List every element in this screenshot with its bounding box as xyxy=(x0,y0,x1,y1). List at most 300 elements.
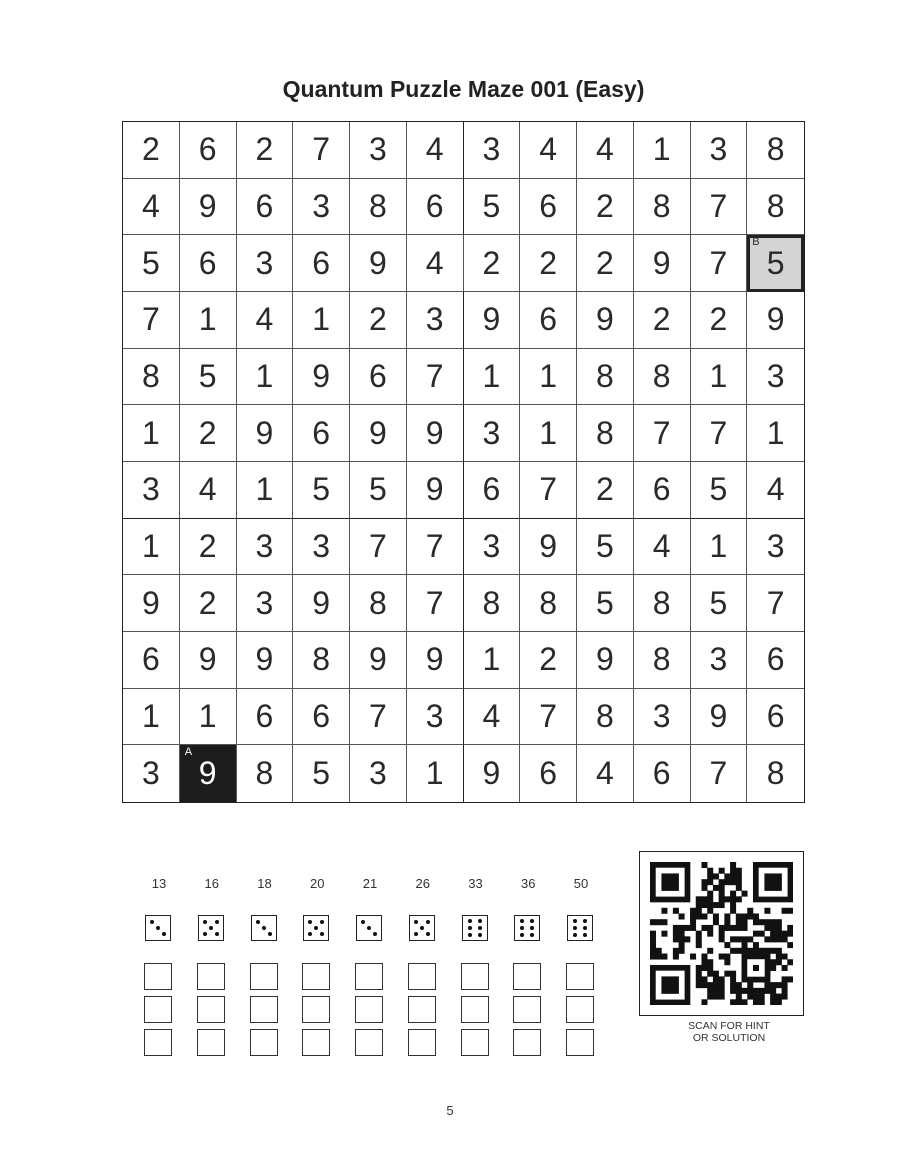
qr-module xyxy=(747,948,753,954)
grid-cell[interactable]: 5 xyxy=(691,575,748,632)
grid-cell[interactable]: 9 xyxy=(634,235,691,292)
qr-module xyxy=(736,873,742,879)
qr-module xyxy=(730,862,736,868)
grid-cell[interactable]: 4 xyxy=(747,462,804,519)
grid-cell[interactable]: 1 xyxy=(123,405,180,462)
qr-module xyxy=(679,942,685,948)
qr-module xyxy=(787,942,793,948)
die-pip xyxy=(468,926,472,930)
grid-cell[interactable]: 6 xyxy=(463,462,521,519)
grid-cell[interactable]: 6 xyxy=(237,179,294,236)
answer-box[interactable] xyxy=(566,963,594,990)
qr-module xyxy=(776,925,782,931)
answer-box[interactable] xyxy=(408,996,436,1023)
grid-cell[interactable]: 8 xyxy=(293,632,350,689)
qr-module xyxy=(787,976,793,982)
grid-cell[interactable]: 6 xyxy=(634,745,691,802)
grid-cell[interactable]: 8 xyxy=(577,405,634,462)
qr-module xyxy=(719,931,725,937)
grid-cell[interactable]: 9 xyxy=(293,575,350,632)
grid-cell[interactable]: 3 xyxy=(237,235,294,292)
grid-cell[interactable]: 1 xyxy=(691,349,748,406)
die-pip xyxy=(361,920,365,924)
qr-module xyxy=(787,925,793,931)
grid-cell[interactable]: 1 xyxy=(293,292,350,349)
grid-cell[interactable]: 9 xyxy=(237,632,294,689)
qr-module xyxy=(730,982,736,988)
qr-module xyxy=(770,965,776,971)
grid-cell[interactable]: 8 xyxy=(747,122,804,179)
qr-module xyxy=(770,999,776,1005)
grid-cell[interactable]: 2 xyxy=(577,462,634,519)
qr-module xyxy=(764,919,770,925)
qr-module xyxy=(747,988,753,994)
answer-box[interactable] xyxy=(144,1029,172,1056)
qr-module xyxy=(770,919,776,925)
grid-cell[interactable]: 6 xyxy=(293,235,350,292)
grid-cell[interactable]: 3 xyxy=(293,518,350,576)
answer-box[interactable] xyxy=(197,963,225,990)
qr-module xyxy=(724,919,730,925)
qr-caption xyxy=(639,1020,819,1044)
grid-cell[interactable]: 3 xyxy=(691,632,748,689)
grid-cell[interactable]: 6 xyxy=(520,292,577,349)
grid-cell[interactable]: 8 xyxy=(350,575,407,632)
qr-module xyxy=(736,896,742,902)
grid-cell[interactable]: 3 xyxy=(350,122,407,179)
qr-module xyxy=(759,994,765,1000)
qr-module xyxy=(730,925,736,931)
answer-box[interactable] xyxy=(408,963,436,990)
grid-cell[interactable]: 6 xyxy=(123,632,180,689)
answer-box[interactable] xyxy=(250,996,278,1023)
qr-module xyxy=(673,936,679,942)
grid-cell[interactable]: 2 xyxy=(520,235,577,292)
grid-cell[interactable]: 2 xyxy=(180,405,237,462)
answer-box[interactable] xyxy=(302,1029,330,1056)
answer-box[interactable] xyxy=(144,996,172,1023)
die-pip xyxy=(583,933,587,937)
grid-cell[interactable]: 1 xyxy=(463,349,521,406)
grid-cell[interactable]: 3 xyxy=(747,518,804,576)
qr-module xyxy=(724,873,730,879)
qr-module xyxy=(719,982,725,988)
grid-cell[interactable]: 6 xyxy=(180,122,237,179)
grid-cell[interactable]: 7 xyxy=(691,745,748,802)
finish-cell-label: B xyxy=(752,236,760,249)
grid-cell[interactable]: 2 xyxy=(577,179,634,236)
die-pip xyxy=(320,920,324,924)
qr-module xyxy=(650,936,656,942)
grid-cell[interactable]: 2 xyxy=(634,292,691,349)
grid-cell[interactable]: 2 xyxy=(180,518,237,576)
qr-module xyxy=(707,902,713,908)
die-face-5-icon xyxy=(409,915,435,941)
die-pip xyxy=(262,926,266,930)
grid-cell[interactable]: 9 xyxy=(577,292,634,349)
qr-module xyxy=(736,948,742,954)
qr-module xyxy=(661,919,667,925)
grid-cell[interactable]: 6 xyxy=(293,689,350,746)
qr-module xyxy=(724,942,730,948)
answer-box[interactable] xyxy=(250,963,278,990)
grid-cell[interactable]: 9 xyxy=(407,405,464,462)
grid-cell[interactable]: 5 xyxy=(350,462,407,519)
qr-module xyxy=(764,988,770,994)
die-face-5-icon xyxy=(198,915,224,941)
grid-cell[interactable]: 7 xyxy=(123,292,180,349)
grid-cell[interactable]: 8 xyxy=(520,575,577,632)
qr-module xyxy=(679,948,685,954)
grid-cell[interactable]: 7 xyxy=(520,689,577,746)
qr-module xyxy=(753,988,759,994)
qr-module xyxy=(719,925,725,931)
answer-box[interactable] xyxy=(566,1029,594,1056)
die-face-6-icon xyxy=(514,915,540,941)
grid-cell[interactable]: 3 xyxy=(463,518,521,576)
answer-box[interactable] xyxy=(355,1029,383,1056)
answer-box[interactable] xyxy=(197,996,225,1023)
grid-cell[interactable]: 5 xyxy=(123,235,180,292)
qr-module xyxy=(719,902,725,908)
qr-module xyxy=(730,868,736,874)
grid-cell[interactable]: 5 xyxy=(463,179,521,236)
qr-module xyxy=(730,902,736,908)
qr-module xyxy=(724,913,730,919)
qr-module xyxy=(764,925,770,931)
die-pip xyxy=(478,919,482,923)
grid-cell[interactable]: 3 xyxy=(237,575,294,632)
qr-module xyxy=(753,913,759,919)
answer-box[interactable] xyxy=(144,963,172,990)
target-total: 16 xyxy=(204,876,219,891)
qr-module xyxy=(782,954,788,960)
grid-cell[interactable]: 7 xyxy=(520,462,577,519)
qr-module xyxy=(650,948,656,954)
grid-cell[interactable]: 2 xyxy=(691,292,748,349)
qr-module xyxy=(770,936,776,942)
grid-cell[interactable]: 5 xyxy=(577,518,634,576)
grid-cell[interactable]: 9 xyxy=(350,235,407,292)
grid-cell[interactable]: 2 xyxy=(237,122,294,179)
answer-box[interactable] xyxy=(566,996,594,1023)
qr-module xyxy=(713,982,719,988)
grid-cell[interactable]: 8 xyxy=(123,349,180,406)
grid-cell[interactable]: 3 xyxy=(350,745,407,802)
grid-cell[interactable]: 7 xyxy=(350,518,407,576)
qr-module xyxy=(719,879,725,885)
qr-caption-line2: OR SOLUTION xyxy=(692,1032,766,1044)
grid-cell[interactable]: 9 xyxy=(407,462,464,519)
qr-module xyxy=(753,965,759,971)
qr-module xyxy=(713,971,719,977)
grid-cell[interactable]: 4 xyxy=(407,235,464,292)
grid-cell[interactable]: 7 xyxy=(407,349,464,406)
grid-cell[interactable]: 7 xyxy=(407,518,464,576)
grid-cell[interactable]: 7 xyxy=(691,235,748,292)
grid-cell[interactable]: 2 xyxy=(180,575,237,632)
qr-module xyxy=(782,988,788,994)
qr-module xyxy=(696,976,702,982)
grid-cell[interactable]: 4 xyxy=(577,745,634,802)
grid-cell[interactable]: 2 xyxy=(350,292,407,349)
qr-module xyxy=(782,982,788,988)
qr-module xyxy=(730,971,736,977)
grid-cell[interactable]: 3 xyxy=(407,689,464,746)
grid-cell[interactable]: 2 xyxy=(123,122,180,179)
grid-cell[interactable]: 5 xyxy=(577,575,634,632)
grid-cell[interactable]: 2 xyxy=(520,632,577,689)
die-pip xyxy=(373,932,377,936)
qr-module xyxy=(770,931,776,937)
grid-cell[interactable]: 8 xyxy=(350,179,407,236)
qr-module xyxy=(701,879,707,885)
qr-module xyxy=(742,948,748,954)
grid-cell[interactable]: 1 xyxy=(634,122,691,179)
grid-cell[interactable]: 8 xyxy=(634,179,691,236)
grid-cell[interactable]: 1 xyxy=(691,518,748,576)
grid-cell[interactable]: 8 xyxy=(634,349,691,406)
grid-cell[interactable]: 6 xyxy=(180,235,237,292)
grid-cell[interactable]: 6 xyxy=(520,179,577,236)
grid-cell[interactable]: 3 xyxy=(237,518,294,576)
grid-cell[interactable]: 1 xyxy=(520,405,577,462)
qr-module xyxy=(776,994,782,1000)
grid-cell[interactable]: 7 xyxy=(691,405,748,462)
qr-module xyxy=(673,931,679,937)
die-pip xyxy=(583,919,587,923)
die-pip xyxy=(268,932,272,936)
qr-module xyxy=(684,936,690,942)
grid-cell[interactable]: 9 xyxy=(407,632,464,689)
grid-cell[interactable]: 5 xyxy=(180,349,237,406)
grid-cell[interactable]: 3 xyxy=(463,405,521,462)
qr-module xyxy=(730,999,736,1005)
grid-cell[interactable]: 2 xyxy=(577,235,634,292)
grid-cell[interactable]: 7 xyxy=(634,405,691,462)
die-pip xyxy=(215,920,219,924)
finish-cell[interactable]: 5 B xyxy=(747,235,804,292)
grid-cell[interactable]: 6 xyxy=(747,632,804,689)
die-pip xyxy=(530,919,534,923)
qr-module xyxy=(759,948,765,954)
qr-module xyxy=(650,954,656,960)
grid-cell[interactable]: 3 xyxy=(747,349,804,406)
grid-cell[interactable]: 7 xyxy=(747,575,804,632)
qr-module xyxy=(759,931,765,937)
grid-cell[interactable]: 3 xyxy=(463,122,521,179)
grid-cell[interactable]: 1 xyxy=(123,518,180,576)
grid-cell[interactable]: 1 xyxy=(180,689,237,746)
qr-module xyxy=(759,988,765,994)
grid-cell[interactable]: 4 xyxy=(123,179,180,236)
grid-cell[interactable]: 8 xyxy=(577,349,634,406)
grid-cell[interactable]: 3 xyxy=(407,292,464,349)
qr-module xyxy=(770,925,776,931)
grid-cell[interactable]: 6 xyxy=(747,689,804,746)
grid-cell[interactable]: 1 xyxy=(237,462,294,519)
grid-cell[interactable]: 6 xyxy=(293,405,350,462)
qr-module xyxy=(742,925,748,931)
qr-module xyxy=(701,959,707,965)
grid-cell[interactable]: 4 xyxy=(463,689,521,746)
grid-cell[interactable]: 3 xyxy=(634,689,691,746)
grid-cell[interactable]: 6 xyxy=(350,349,407,406)
grid-cell[interactable]: 4 xyxy=(237,292,294,349)
grid-cell[interactable]: 8 xyxy=(237,745,294,802)
grid-cell[interactable]: 9 xyxy=(350,405,407,462)
qr-module xyxy=(713,913,719,919)
qr-module xyxy=(690,908,696,914)
grid-cell[interactable]: 8 xyxy=(766,755,785,792)
grid-cell[interactable]: 9 xyxy=(180,632,237,689)
die-pip xyxy=(420,926,424,930)
grid-cell[interactable]: 8 xyxy=(634,632,691,689)
qr-module xyxy=(747,913,753,919)
start-cell-label: A xyxy=(184,746,193,759)
target-total: 26 xyxy=(415,876,430,891)
qr-module xyxy=(679,925,685,931)
grid-cell[interactable]: 9 xyxy=(123,575,180,632)
grid-cell[interactable]: 3 xyxy=(293,179,350,236)
grid-cell[interactable]: 1 xyxy=(747,405,804,462)
qr-module xyxy=(736,988,742,994)
grid-cell[interactable]: 8 xyxy=(577,689,634,746)
answer-box[interactable] xyxy=(302,963,330,990)
grid-cell[interactable]: 3 xyxy=(691,122,748,179)
grid-cell[interactable]: 7 xyxy=(407,575,464,632)
grid-cell[interactable]: 9 xyxy=(520,518,577,576)
grid-cell[interactable]: 9 xyxy=(237,405,294,462)
qr-code-frame[interactable] xyxy=(639,851,804,1016)
die-pip xyxy=(308,932,312,936)
qr-module xyxy=(701,896,707,902)
die-face-6-icon xyxy=(567,915,593,941)
answer-box[interactable] xyxy=(513,963,541,990)
grid-cell[interactable]: 8 xyxy=(747,179,804,236)
qr-module xyxy=(701,954,707,960)
die-pip xyxy=(478,933,482,937)
qr-module xyxy=(730,873,736,879)
start-cell[interactable]: 9 A xyxy=(180,745,237,802)
grid-cell[interactable]: 8 xyxy=(463,575,521,632)
qr-module xyxy=(753,948,759,954)
qr-module xyxy=(696,913,702,919)
qr-module xyxy=(764,873,781,890)
qr-module xyxy=(719,976,725,982)
qr-module xyxy=(656,954,662,960)
grid-cell[interactable]: 5 xyxy=(293,462,350,519)
die-pip xyxy=(530,926,534,930)
qr-module xyxy=(719,891,725,897)
qr-module xyxy=(713,873,719,879)
grid-cell[interactable]: 9 xyxy=(747,292,804,349)
qr-module xyxy=(736,919,742,925)
qr-module xyxy=(696,931,702,937)
answer-box[interactable] xyxy=(461,963,489,990)
qr-module xyxy=(730,988,736,994)
grid-cell[interactable]: 9 xyxy=(350,632,407,689)
qr-module xyxy=(713,994,719,1000)
grid-cell[interactable]: 6 xyxy=(407,179,464,236)
die-pip xyxy=(256,920,260,924)
grid-cell[interactable]: 1 xyxy=(180,292,237,349)
grid-cell[interactable]: 1 xyxy=(520,349,577,406)
grid-cell[interactable]: 7 xyxy=(350,689,407,746)
qr-module xyxy=(724,954,730,960)
grid-cell[interactable]: 2 xyxy=(464,235,521,292)
grid-cell[interactable]: 9 xyxy=(180,179,237,236)
qr-module xyxy=(713,988,719,994)
grid-cell[interactable]: 3 xyxy=(123,462,180,519)
grid-cell[interactable]: 4 xyxy=(407,122,464,179)
grid-cell[interactable]: 4 xyxy=(520,122,577,179)
grid-cell[interactable]: 7 xyxy=(293,122,350,179)
grid-cell[interactable]: 9 xyxy=(691,689,748,746)
qr-module xyxy=(661,873,678,890)
qr-module xyxy=(724,959,730,965)
grid-cell[interactable]: 5 xyxy=(293,745,350,802)
die-pip xyxy=(583,926,587,930)
qr-module xyxy=(724,925,730,931)
grid-cell[interactable]: 3 xyxy=(123,745,180,802)
grid-cell[interactable]: 1 xyxy=(463,632,521,689)
qr-module xyxy=(707,931,713,937)
grid-cell[interactable]: 4 xyxy=(577,122,634,179)
grid-cell[interactable]: 6 xyxy=(520,745,577,802)
qr-module xyxy=(690,925,696,931)
qr-module xyxy=(736,994,742,1000)
answer-box[interactable] xyxy=(302,996,330,1023)
grid-cell[interactable]: 9 xyxy=(577,632,634,689)
answer-box[interactable] xyxy=(197,1029,225,1056)
qr-code-icon[interactable] xyxy=(650,862,793,1005)
grid-cell[interactable]: 1 xyxy=(407,745,464,802)
qr-module xyxy=(736,982,742,988)
die-pip xyxy=(478,926,482,930)
grid-cell[interactable]: 5 xyxy=(691,462,748,519)
grid-cell[interactable]: 4 xyxy=(180,462,237,519)
grid-cell[interactable]: 1 xyxy=(123,689,180,746)
die-pip xyxy=(426,932,430,936)
answer-box[interactable] xyxy=(461,1029,489,1056)
target-total: 20 xyxy=(310,876,325,891)
answer-box[interactable] xyxy=(513,996,541,1023)
qr-module xyxy=(776,931,782,937)
grid-cell[interactable]: 1 xyxy=(237,349,294,406)
grid-cell[interactable]: 7 xyxy=(691,179,748,236)
answer-box[interactable] xyxy=(355,996,383,1023)
answer-box[interactable] xyxy=(461,996,489,1023)
grid-cell[interactable]: 9 xyxy=(463,745,521,802)
answer-box[interactable] xyxy=(355,963,383,990)
qr-module xyxy=(673,954,679,960)
qr-module xyxy=(764,948,770,954)
grid-cell[interactable]: 9 xyxy=(293,349,350,406)
target-total: 18 xyxy=(257,876,272,891)
answer-box[interactable] xyxy=(408,1029,436,1056)
answer-box[interactable] xyxy=(513,1029,541,1056)
grid-cell[interactable]: 6 xyxy=(237,689,294,746)
qr-module xyxy=(730,891,736,897)
grid-cell[interactable]: 9 xyxy=(463,292,521,349)
qr-module xyxy=(713,919,719,925)
qr-module xyxy=(696,965,702,971)
answer-box[interactable] xyxy=(250,1029,278,1056)
grid-cell[interactable]: 8 xyxy=(634,575,691,632)
grid-cell[interactable]: 4 xyxy=(634,518,691,576)
grid-cell[interactable]: 6 xyxy=(634,462,691,519)
